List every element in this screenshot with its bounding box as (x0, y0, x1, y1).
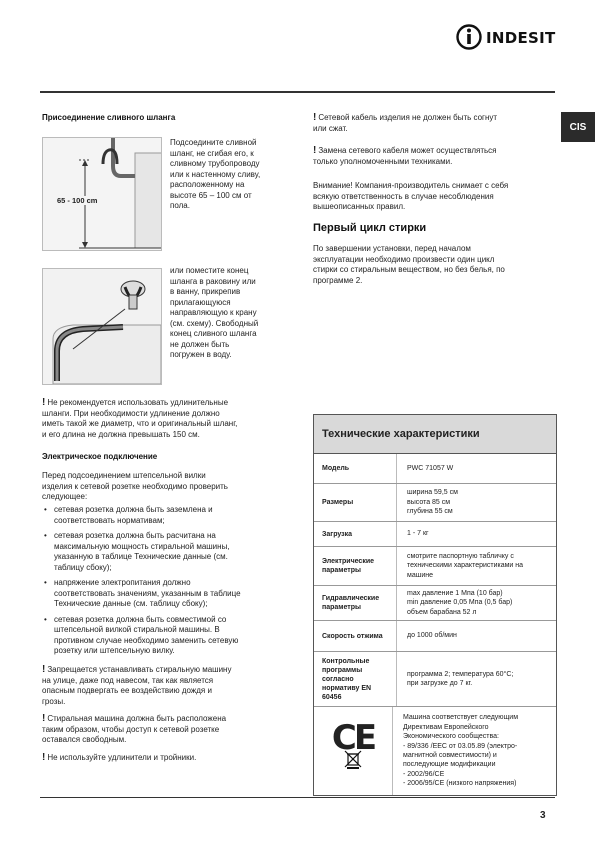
drain-wall-illustration (43, 138, 161, 250)
compliance-marks (314, 707, 393, 795)
brand-name: INDESIT (486, 29, 556, 47)
spec-key: Гидравлические параметры (314, 586, 397, 620)
spec-value-line: ширина 59,5 см (407, 489, 458, 497)
spec-row-load (314, 522, 556, 547)
warning-icon: ! (42, 664, 46, 675)
spec-key: Электрические параметры (314, 547, 397, 585)
tech-spec-table (313, 414, 557, 796)
checklist-line: соответствовать нормативам; (54, 515, 165, 525)
spec-value-line: высота 85 см (407, 498, 451, 506)
checklist-line: противном случае необходимо заменить сетевую (54, 635, 239, 645)
compliance-text (393, 707, 556, 795)
page-number: 3 (540, 810, 546, 821)
height-label: 65 - 100 cm (57, 196, 98, 205)
spec-value-line: программа 2; температура 60°С; (407, 670, 514, 678)
liability-notice (313, 181, 553, 213)
compliance-line: магнитной совместимости) и (403, 752, 497, 759)
spec-value-line: до 1000 об/мин (407, 632, 457, 640)
spec-row-electrical (314, 547, 556, 586)
drain-line: (см. схему). Свободный (170, 318, 259, 328)
indesit-logo (456, 22, 586, 56)
drain-line: или поместите конец (170, 266, 249, 275)
spec-value-line: смотрите паспортную табличку с (407, 552, 514, 560)
intro-line: следующее: (42, 492, 88, 501)
drain-line: шланга в раковину или (170, 276, 256, 286)
spec-value (397, 484, 556, 521)
warning-icon: ! (42, 397, 46, 408)
spec-key: Загрузка (314, 522, 397, 546)
spec-value-line: техническими характеристиками на (407, 562, 524, 570)
spec-key: Модель (314, 454, 397, 483)
warning-line: Стиральная машина должна быть расположена (47, 714, 227, 723)
drain-figure-wall (42, 137, 162, 251)
spec-row-dimensions (314, 484, 556, 522)
electric-checklist (42, 505, 304, 662)
compliance-line: последующие модификации (403, 761, 496, 769)
warning-line: грозы. (42, 696, 66, 706)
drain-figure-sink (42, 268, 162, 385)
compliance-line: - 2002/96/CE (403, 770, 445, 778)
socket-access-warning (42, 714, 304, 746)
drain-line: высоте 65 – 100 см от (170, 190, 252, 200)
spec-value-line: max давление 1 Мпа (10 бар) (407, 589, 503, 597)
hose-warning (42, 398, 304, 440)
indesit-logo-icon (456, 22, 482, 52)
first-wash-line: По завершении установки, перед началом (313, 244, 471, 253)
warning-line: Замена сетевого кабеля может осуществляться (318, 146, 497, 155)
spec-row-spin (314, 621, 556, 652)
spec-value (397, 621, 556, 651)
warning-line: только уполномоченными техниками. (313, 156, 453, 166)
compliance-line: Экономического сообщества: (403, 733, 499, 741)
compliance-line: Машина соответствует следующим (403, 714, 519, 722)
checklist-item (42, 531, 304, 573)
drain-text-2 (170, 266, 305, 361)
spec-value-line: при загрузке до 7 кг. (407, 680, 473, 687)
spec-value-line: 1 - 7 кг (407, 530, 429, 538)
adapter-warning (42, 753, 304, 764)
intro-line: Перед подсоединением штепсельной вилки (42, 471, 206, 480)
drain-line: сливному трубопроводу (170, 159, 260, 168)
bottom-rule (40, 797, 555, 798)
checklist-line: соответствовать значениям, указанным в таблице (54, 588, 241, 598)
warning-line: и его длина не должна превышать 150 см. (42, 429, 200, 439)
spec-value (397, 454, 556, 483)
spec-key: Скорость отжима (314, 621, 397, 651)
spec-value (397, 522, 556, 546)
drain-line: или к настенному сливу, (170, 169, 261, 179)
warning-line: Не используйте удлинители и тройники. (47, 753, 197, 762)
first-wash-line: эксплуатации необходимо произвести один цикл (313, 254, 495, 264)
spec-value (397, 586, 556, 620)
warning-line: опасным подвергать ее воздействию дождя и (42, 686, 212, 695)
notice-line: вышеописанных правил. (313, 202, 406, 211)
drain-line: не должен быть (170, 339, 230, 349)
checklist-item (42, 615, 304, 657)
warning-line: шланги. При необходимости удлинение должно (42, 408, 220, 418)
cable-replacement-warning (313, 146, 553, 167)
checklist-item (42, 578, 304, 610)
spec-value (397, 652, 556, 706)
drain-line: шланг, не сгибая его, к (170, 148, 254, 158)
warning-line: оставался свободным. (42, 735, 127, 744)
checklist-line: указанную в таблице Технические данные (см. (54, 552, 228, 561)
checklist-line: • сетевая розетка должна быть заземлена и (54, 505, 213, 514)
checklist-line: штепсельной вилкой стиральной машины. В (54, 625, 220, 634)
drain-line: прилагающуюся (170, 297, 231, 307)
language-tab (561, 112, 595, 142)
spec-title: Технические характеристики (314, 415, 556, 454)
spec-row-test-programs (314, 652, 556, 707)
drain-sink-illustration (43, 269, 161, 384)
spec-key: Размеры (314, 484, 397, 521)
spec-row-compliance (314, 707, 556, 795)
first-wash-line: стирки со стиральным веществом, но без белья, по (313, 265, 505, 274)
drain-heading: Присоединение сливного шланга (42, 113, 176, 122)
warning-line: таким образом, чтобы доступ к сетевой розетке (42, 724, 220, 734)
drain-line: пола. (170, 201, 190, 210)
checklist-line: • сетевая розетка должна быть совместимой со (54, 614, 227, 624)
notice-line: всякую ответственность в случае несоблюдения (313, 191, 494, 201)
warning-line: на улице, даже под навесом, так как является (42, 675, 214, 685)
warning-line: или сжат. (313, 123, 348, 133)
ce-mark-icon: CE (331, 717, 375, 758)
checklist-line: • сетевая розетка должна быть расчитана на (54, 531, 216, 540)
intro-line: изделия к сетевой розетке необходимо проверить (42, 481, 228, 491)
spec-row-hydraulic (314, 586, 556, 621)
spec-value-line: min давление 0,05 Мпа (0,5 бар) (407, 599, 513, 607)
warning-icon: ! (313, 112, 317, 123)
compliance-line: - 89/336 /ЕЕС от 03.05.89 (электро- (403, 742, 518, 750)
outdoor-warning (42, 665, 304, 707)
checklist-line: таблицу сбоку); (54, 562, 112, 572)
language-tab-label: CIS (569, 121, 587, 133)
notice-line: Внимание! Компания-производитель снимает с себя (313, 181, 509, 190)
checklist-line: розетку или штепсельную вилку. (54, 646, 175, 655)
drain-line: в ванну, прикрепив (170, 287, 241, 296)
drain-text-1 (170, 138, 305, 212)
spec-value-line: машине (407, 571, 433, 579)
spec-row-model (314, 454, 556, 484)
spec-value-line: объем барабана 52 л (407, 608, 477, 616)
spec-value-line: глубина 55 см (407, 508, 453, 516)
checklist-line: максимальную мощность стиральной машины, (54, 541, 230, 551)
warning-icon: ! (313, 145, 317, 156)
drain-line: расположенному на (170, 180, 245, 189)
first-wash-text (313, 244, 553, 286)
first-wash-heading: Первый цикл стирки (313, 222, 427, 234)
cable-warning (313, 113, 553, 134)
warning-line: Сетевой кабель изделия не должен быть согнут (318, 113, 498, 122)
warning-line: Не рекомендуется использовать удлинительные (47, 398, 229, 407)
compliance-line: Директивам Европейского (403, 723, 489, 731)
compliance-line: - 2006/95/CE (низкого напряжения) (403, 780, 517, 788)
warning-icon: ! (42, 752, 46, 763)
warning-line: Запрещается устанавливать стиральную машину (47, 665, 232, 674)
checklist-item (42, 505, 304, 526)
spec-value-line: PWC 71057 W (407, 464, 454, 472)
checklist-line: Технические данные (см. таблицу сбоку); (54, 599, 208, 608)
electric-heading: Электрическое подключение (42, 452, 158, 461)
drain-line: погружен в воду. (170, 350, 232, 359)
first-wash-line: программе 2. (313, 275, 363, 285)
spec-value (397, 547, 556, 585)
warning-icon: ! (42, 713, 46, 724)
weee-bin-icon (344, 749, 362, 769)
electric-intro (42, 471, 304, 503)
drain-line: направляющую к крану (170, 308, 257, 317)
drain-line: конец сливного шланга (170, 329, 257, 338)
top-rule (40, 91, 555, 93)
warning-line: иметь такой же диаметр, что и оригинальный шланг, (42, 419, 238, 428)
checklist-line: • напряжение электропитания должно (54, 578, 191, 587)
drain-line: Подсоедините сливной (170, 138, 257, 147)
spec-key: Контрольные программы согласно нормативу EN 60456 (314, 652, 397, 706)
